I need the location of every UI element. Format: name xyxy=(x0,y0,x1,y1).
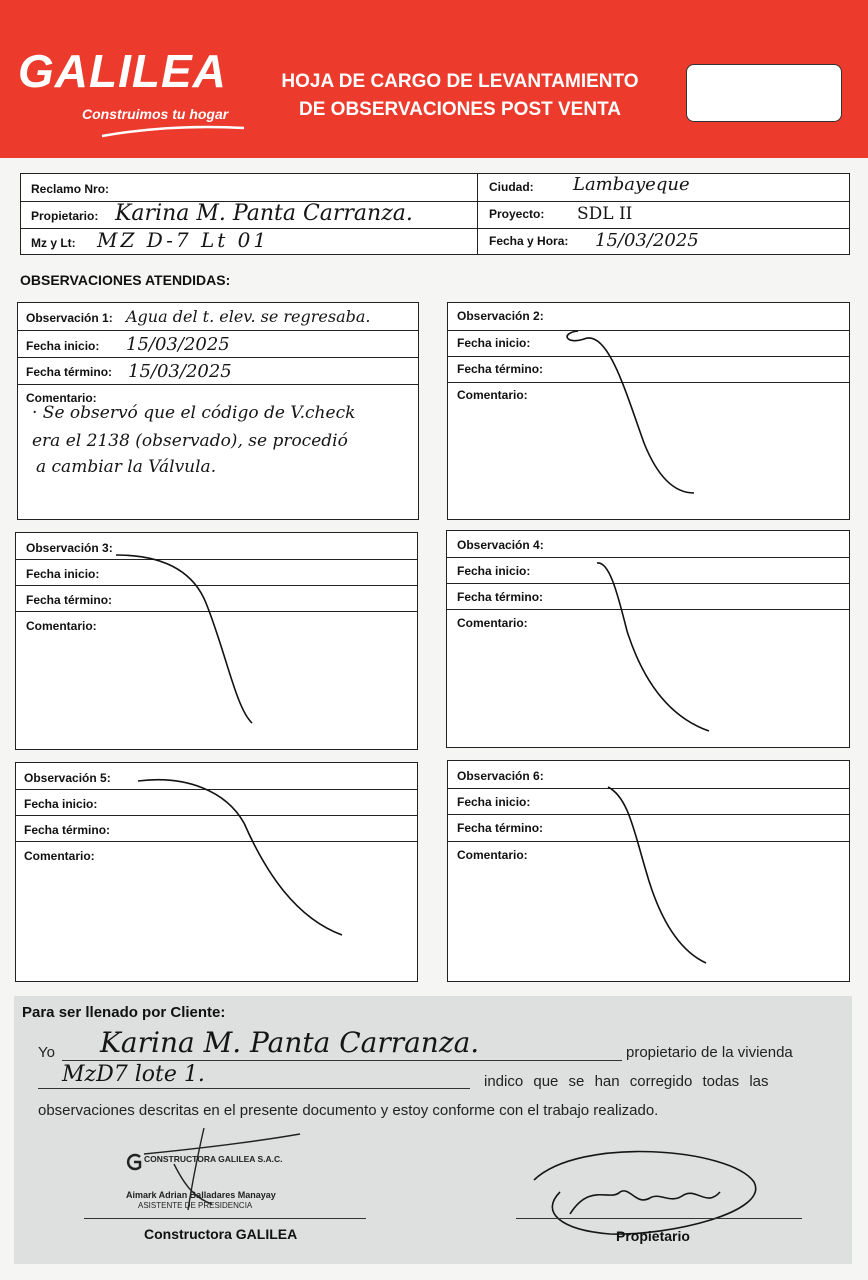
logo-tagline: Construimos tu hogar xyxy=(82,106,229,122)
obs5-label: Observación 5: xyxy=(24,771,111,785)
observation-5 xyxy=(15,762,418,982)
code-box xyxy=(686,64,842,122)
client-heading: Para ser llenado por Cliente: xyxy=(22,1004,226,1021)
section-title: OBSERVACIONES ATENDIDAS: xyxy=(20,272,231,288)
ciudad-value: Lambayeque xyxy=(573,174,690,195)
obs5-fecha-inicio-label: Fecha inicio: xyxy=(24,797,98,811)
obs3-comentario-label: Comentario: xyxy=(26,619,97,633)
obs4-fecha-inicio-label: Fecha inicio: xyxy=(457,564,531,578)
obs6-fecha-inicio-label: Fecha inicio: xyxy=(457,795,531,809)
observation-2 xyxy=(447,302,850,520)
strike-line-icon xyxy=(447,531,847,746)
fecha-value: 15/03/2025 xyxy=(595,230,699,251)
obs5-fecha-termino-label: Fecha término: xyxy=(24,823,111,837)
stamp-name: Aimark Adrian Balladares Manayay xyxy=(126,1190,276,1200)
observation-3 xyxy=(15,532,418,750)
yo-label: Yo xyxy=(38,1044,55,1061)
propietario-text: propietario de la vivienda xyxy=(626,1044,793,1061)
indico-text: indico que se han corregido todas las xyxy=(484,1073,769,1090)
propietario-label: Propietario: xyxy=(31,209,99,223)
galilea-logo xyxy=(18,44,233,144)
client-section xyxy=(14,996,852,1264)
obs2-fecha-inicio-label: Fecha inicio: xyxy=(457,336,531,350)
observation-6 xyxy=(447,760,850,982)
observation-4 xyxy=(446,530,850,748)
obs3-fecha-inicio-label: Fecha inicio: xyxy=(26,567,100,581)
ciudad-label: Ciudad: xyxy=(489,180,534,194)
propietario-value: Karina M. Panta Carranza. xyxy=(115,201,413,226)
obs6-comentario-label: Comentario: xyxy=(457,848,528,862)
obs2-label: Observación 2: xyxy=(457,309,544,323)
client-name: Karina M. Panta Carranza. xyxy=(100,1026,480,1059)
proyecto-label: Proyecto: xyxy=(489,207,545,221)
line3-text: observaciones descritas en el presente documento y estoy conforme con el trabajo realizado. xyxy=(38,1102,659,1119)
strike-line-icon xyxy=(448,303,848,518)
obs2-comentario-label: Comentario: xyxy=(457,388,528,402)
proyecto-value: SDL II xyxy=(577,204,633,224)
sign-right-label: Propietario xyxy=(616,1228,690,1244)
obs1-comentario-label: Comentario: xyxy=(26,391,97,405)
obs1-label: Observación 1: xyxy=(26,311,113,325)
obs2-fecha-termino-label: Fecha término: xyxy=(457,362,544,376)
obs6-label: Observación 6: xyxy=(457,769,544,783)
observation-1 xyxy=(17,302,419,520)
obs1-fecha-termino-value: 15/03/2025 xyxy=(128,361,232,382)
fecha-label: Fecha y Hora: xyxy=(489,234,569,248)
obs3-label: Observación 3: xyxy=(26,541,113,555)
obs1-comentario-line3: a cambiar la Válvula. xyxy=(36,457,217,477)
company-signature-icon xyxy=(114,1124,324,1214)
document-title: HOJA DE CARGO DE LEVANTAMIENTO DE OBSERVACIONES POST VENTA xyxy=(281,71,639,120)
obs1-fecha-inicio-label: Fecha inicio: xyxy=(26,339,100,353)
obs3-fecha-termino-label: Fecha término: xyxy=(26,593,113,607)
owner-signature-icon xyxy=(520,1142,780,1242)
obs5-comentario-label: Comentario: xyxy=(24,849,95,863)
logo-swoosh-icon xyxy=(100,124,246,138)
strike-line-icon xyxy=(448,761,848,976)
mzlt-label: Mz y Lt: xyxy=(31,236,76,250)
obs1-fecha-termino-label: Fecha término: xyxy=(26,365,113,379)
strike-line-icon xyxy=(16,533,416,748)
obs1-value: Agua del t. elev. se regresaba. xyxy=(126,307,371,326)
obs1-comentario-line1: · Se observó que el código de V.check xyxy=(32,403,356,423)
stamp-role: ASISTENTE DE PRESIDENCIA xyxy=(138,1201,253,1210)
reclamo-label: Reclamo Nro: xyxy=(31,182,110,196)
sign-left-label: Constructora GALILEA xyxy=(144,1226,298,1242)
obs4-comentario-label: Comentario: xyxy=(457,616,528,630)
header-banner xyxy=(0,0,868,158)
obs1-comentario-line2: era el 2138 (observado), se procedió xyxy=(32,431,348,451)
obs4-label: Observación 4: xyxy=(457,538,544,552)
company-stamp xyxy=(124,1146,324,1216)
logo-text: GALILEA xyxy=(18,45,227,97)
strike-line-icon xyxy=(16,763,416,978)
info-table xyxy=(20,173,850,255)
obs1-fecha-inicio-value: 15/03/2025 xyxy=(126,334,230,355)
obs4-fecha-termino-label: Fecha término: xyxy=(457,590,544,604)
mzlt-value: MZ D-7 Lt 01 xyxy=(97,228,270,252)
stamp-company: CONSTRUCTORA GALILEA S.A.C. xyxy=(144,1154,283,1164)
obs6-fecha-termino-label: Fecha término: xyxy=(457,821,544,835)
client-lote: MzD7 lote 1. xyxy=(62,1062,205,1087)
